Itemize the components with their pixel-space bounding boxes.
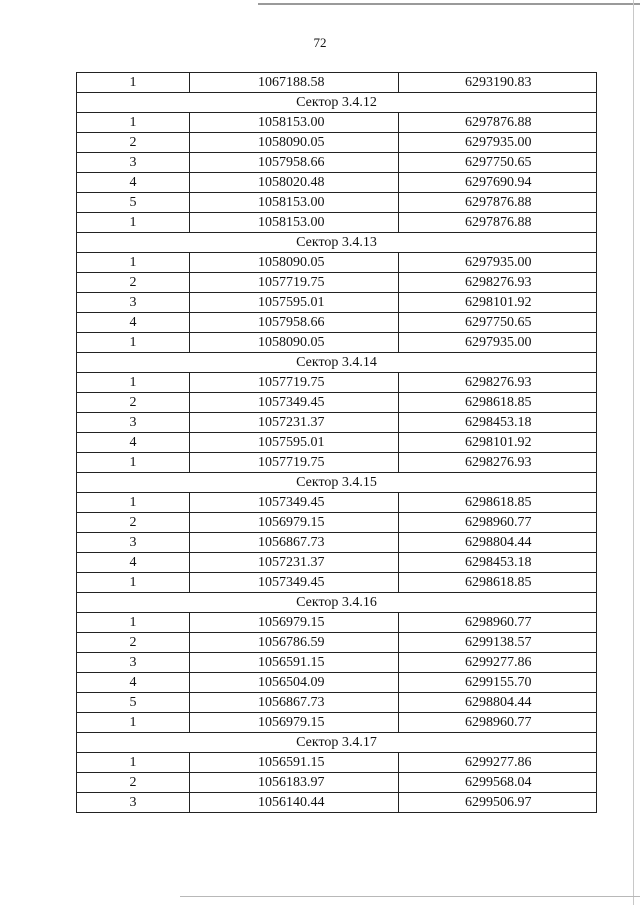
- point-number-cell: 4: [77, 313, 190, 333]
- point-number-cell: 2: [77, 513, 190, 533]
- y-coordinate-cell: 6297690.94: [399, 173, 597, 193]
- x-coordinate-cell: 1058153.00: [190, 113, 399, 133]
- y-coordinate-cell: 6298804.44: [399, 693, 597, 713]
- point-number-cell: 1: [77, 113, 190, 133]
- sector-header-row: [77, 233, 597, 253]
- table-row: [77, 753, 597, 773]
- x-coordinate-cell: 1056140.44: [190, 793, 399, 813]
- scan-edge-top: [258, 3, 640, 5]
- x-coordinate-cell: 1058020.48: [190, 173, 399, 193]
- point-number-cell: 1: [77, 73, 190, 93]
- x-coordinate-cell: 1056591.15: [190, 753, 399, 773]
- x-coordinate-cell: 1056979.15: [190, 713, 399, 733]
- table-row: [77, 453, 597, 473]
- x-coordinate-cell: 1057958.66: [190, 153, 399, 173]
- point-number-cell: 1: [77, 253, 190, 273]
- table-row: [77, 773, 597, 793]
- table-row: [77, 273, 597, 293]
- y-coordinate-cell: 6297876.88: [399, 213, 597, 233]
- table-row: [77, 653, 597, 673]
- point-number-cell: 1: [77, 753, 190, 773]
- point-number-cell: 3: [77, 653, 190, 673]
- y-coordinate-cell: 6298960.77: [399, 513, 597, 533]
- sector-title: Сектор 3.4.17: [77, 733, 597, 753]
- x-coordinate-cell: 1056183.97: [190, 773, 399, 793]
- y-coordinate-cell: 6297750.65: [399, 313, 597, 333]
- y-coordinate-cell: 6298618.85: [399, 573, 597, 593]
- table-row: [77, 433, 597, 453]
- table-row: [77, 173, 597, 193]
- point-number-cell: 3: [77, 413, 190, 433]
- x-coordinate-cell: 1067188.58: [190, 73, 399, 93]
- y-coordinate-cell: 6298101.92: [399, 433, 597, 453]
- y-coordinate-cell: 6298453.18: [399, 413, 597, 433]
- table-row: [77, 373, 597, 393]
- x-coordinate-cell: 1058090.05: [190, 253, 399, 273]
- table-row: [77, 573, 597, 593]
- point-number-cell: 3: [77, 293, 190, 313]
- y-coordinate-cell: 6297876.88: [399, 113, 597, 133]
- table-row: [77, 193, 597, 213]
- point-number-cell: 2: [77, 393, 190, 413]
- point-number-cell: 4: [77, 173, 190, 193]
- table-row: [77, 333, 597, 353]
- point-number-cell: 5: [77, 693, 190, 713]
- table-row: [77, 493, 597, 513]
- x-coordinate-cell: 1057349.45: [190, 393, 399, 413]
- table-row: [77, 553, 597, 573]
- table-row: [77, 73, 597, 93]
- point-number-cell: 5: [77, 193, 190, 213]
- scan-edge-bottom: [180, 896, 640, 897]
- point-number-cell: 4: [77, 433, 190, 453]
- y-coordinate-cell: 6298618.85: [399, 393, 597, 413]
- x-coordinate-cell: 1057349.45: [190, 573, 399, 593]
- point-number-cell: 1: [77, 373, 190, 393]
- sector-title: Сектор 3.4.14: [77, 353, 597, 373]
- table-row: [77, 253, 597, 273]
- x-coordinate-cell: 1058090.05: [190, 133, 399, 153]
- point-number-cell: 1: [77, 573, 190, 593]
- x-coordinate-cell: 1057719.75: [190, 453, 399, 473]
- table-row: [77, 633, 597, 653]
- table-row: [77, 393, 597, 413]
- point-number-cell: 2: [77, 773, 190, 793]
- point-number-cell: 1: [77, 493, 190, 513]
- x-coordinate-cell: 1056979.15: [190, 613, 399, 633]
- page-number: 72: [313, 35, 327, 50]
- point-number-cell: 1: [77, 453, 190, 473]
- table-row: [77, 713, 597, 733]
- x-coordinate-cell: 1056504.09: [190, 673, 399, 693]
- table-row: [77, 613, 597, 633]
- y-coordinate-cell: 6297935.00: [399, 133, 597, 153]
- sector-header-row: [77, 593, 597, 613]
- table-row: [77, 113, 597, 133]
- sector-title: Сектор 3.4.12: [77, 93, 597, 113]
- table-row: [77, 293, 597, 313]
- x-coordinate-cell: 1057231.37: [190, 553, 399, 573]
- table-row: [77, 693, 597, 713]
- y-coordinate-cell: 6299568.04: [399, 773, 597, 793]
- y-coordinate-cell: 6298276.93: [399, 373, 597, 393]
- x-coordinate-cell: 1057958.66: [190, 313, 399, 333]
- table-row: [77, 673, 597, 693]
- table-row: [77, 213, 597, 233]
- point-number-cell: 1: [77, 333, 190, 353]
- x-coordinate-cell: 1057349.45: [190, 493, 399, 513]
- x-coordinate-cell: 1058153.00: [190, 213, 399, 233]
- y-coordinate-cell: 6297935.00: [399, 333, 597, 353]
- sector-title: Сектор 3.4.13: [77, 233, 597, 253]
- sector-title: Сектор 3.4.15: [77, 473, 597, 493]
- x-coordinate-cell: 1058153.00: [190, 193, 399, 213]
- point-number-cell: 2: [77, 273, 190, 293]
- y-coordinate-cell: 6299155.70: [399, 673, 597, 693]
- sector-header-row: [77, 733, 597, 753]
- scan-edge-right: [633, 0, 634, 905]
- coordinates-table-body: [77, 73, 597, 813]
- x-coordinate-cell: 1057595.01: [190, 293, 399, 313]
- y-coordinate-cell: 6298618.85: [399, 493, 597, 513]
- y-coordinate-cell: 6298960.77: [399, 713, 597, 733]
- sector-header-row: [77, 353, 597, 373]
- y-coordinate-cell: 6293190.83: [399, 73, 597, 93]
- x-coordinate-cell: 1057719.75: [190, 273, 399, 293]
- y-coordinate-cell: 6298960.77: [399, 613, 597, 633]
- point-number-cell: 2: [77, 133, 190, 153]
- point-number-cell: 1: [77, 613, 190, 633]
- y-coordinate-cell: 6299138.57: [399, 633, 597, 653]
- x-coordinate-cell: 1058090.05: [190, 333, 399, 353]
- coordinates-table: [76, 72, 597, 813]
- x-coordinate-cell: 1056867.73: [190, 693, 399, 713]
- table-row: [77, 133, 597, 153]
- x-coordinate-cell: 1056786.59: [190, 633, 399, 653]
- y-coordinate-cell: 6297750.65: [399, 153, 597, 173]
- y-coordinate-cell: 6297935.00: [399, 253, 597, 273]
- table-row: [77, 413, 597, 433]
- point-number-cell: 3: [77, 793, 190, 813]
- x-coordinate-cell: 1056979.15: [190, 513, 399, 533]
- point-number-cell: 3: [77, 153, 190, 173]
- x-coordinate-cell: 1056591.15: [190, 653, 399, 673]
- sector-header-row: [77, 473, 597, 493]
- table-row: [77, 533, 597, 553]
- x-coordinate-cell: 1056867.73: [190, 533, 399, 553]
- y-coordinate-cell: 6298276.93: [399, 273, 597, 293]
- sector-title: Сектор 3.4.16: [77, 593, 597, 613]
- table-row: [77, 153, 597, 173]
- y-coordinate-cell: 6298804.44: [399, 533, 597, 553]
- point-number-cell: 4: [77, 553, 190, 573]
- y-coordinate-cell: 6297876.88: [399, 193, 597, 213]
- point-number-cell: 1: [77, 213, 190, 233]
- point-number-cell: 1: [77, 713, 190, 733]
- x-coordinate-cell: 1057231.37: [190, 413, 399, 433]
- table-row: [77, 513, 597, 533]
- x-coordinate-cell: 1057719.75: [190, 373, 399, 393]
- x-coordinate-cell: 1057595.01: [190, 433, 399, 453]
- y-coordinate-cell: 6299277.86: [399, 753, 597, 773]
- table-row: [77, 793, 597, 813]
- point-number-cell: 2: [77, 633, 190, 653]
- y-coordinate-cell: 6299506.97: [399, 793, 597, 813]
- y-coordinate-cell: 6298453.18: [399, 553, 597, 573]
- y-coordinate-cell: 6299277.86: [399, 653, 597, 673]
- y-coordinate-cell: 6298276.93: [399, 453, 597, 473]
- y-coordinate-cell: 6298101.92: [399, 293, 597, 313]
- table-row: [77, 313, 597, 333]
- sector-header-row: [77, 93, 597, 113]
- point-number-cell: 4: [77, 673, 190, 693]
- point-number-cell: 3: [77, 533, 190, 553]
